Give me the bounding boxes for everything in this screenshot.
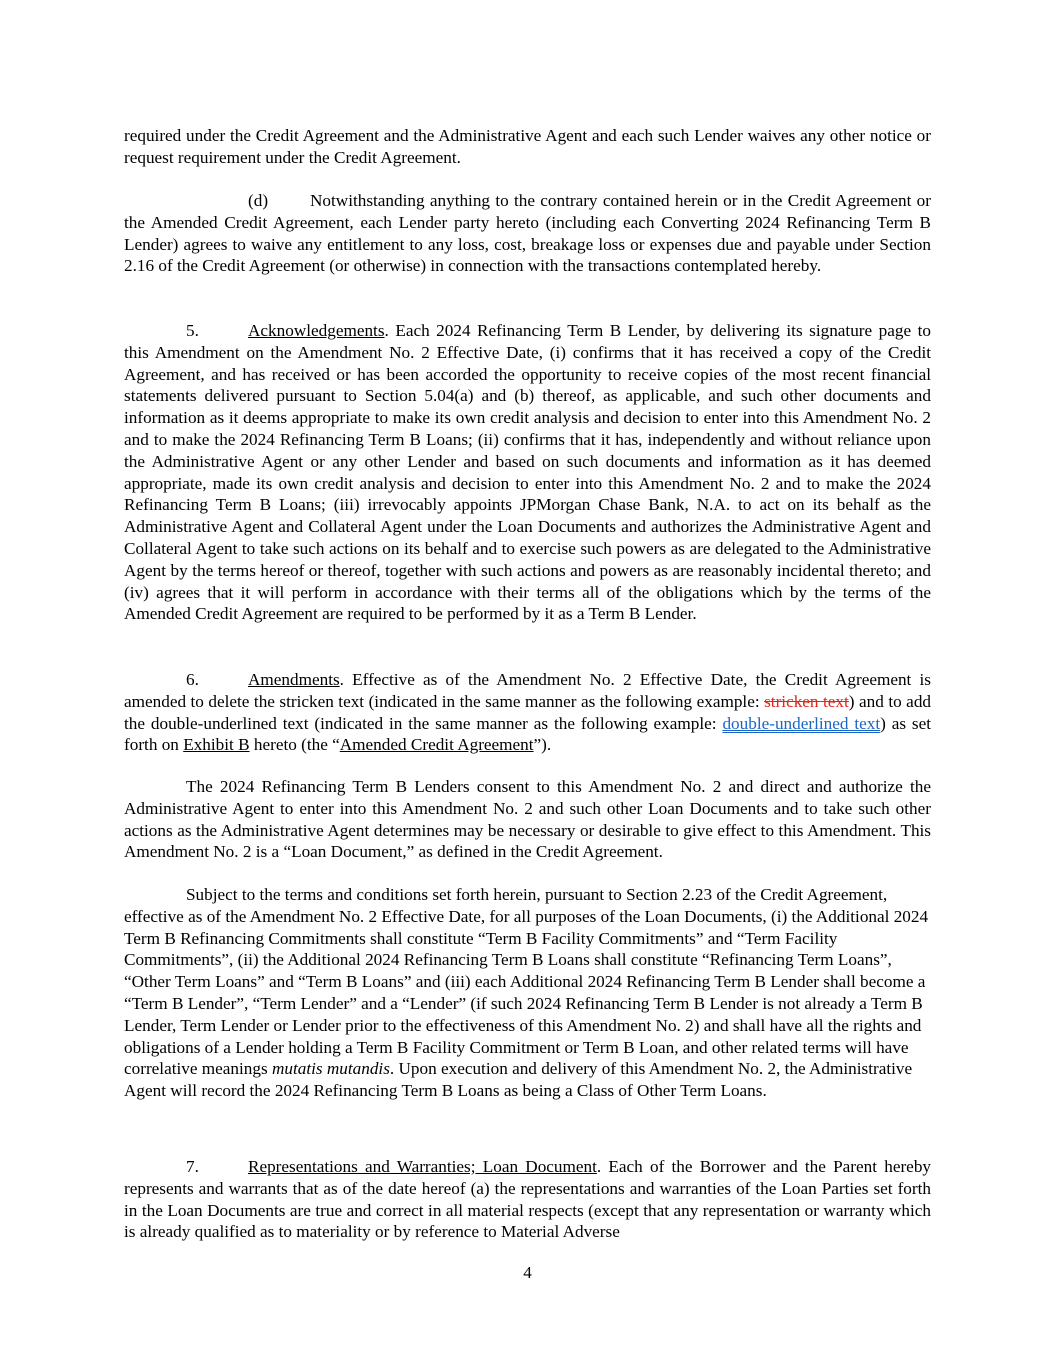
paragraph-subject-to: Subject to the terms and conditions set forth herein, pursuant to Section 2.23 of the Credit Agreement, effective as of the Amendment No. 2 Effective Date, for all purposes of the Loan Documents, (i) the Additional 2024 Term B Refinancing Commitments shall constitute “Term B Facility Commitments” and “Term Facility Commitments”, (ii) the Additional 2024 Refinancing Term B Loans shall constitute “Refinancing Term Loans”, “Other Term Loans” and “Term B Loans” and (iii) each Additional 2024 Refinancing Term B Lender shall become a “Term B Lender”, “Term Lender” and a “Lender” (if such 2024 Refinancing Term B Lender is not already a Term B Lender, Term Lender or Lender prior to the effectiveness of this Amendment No. 2) and shall have all the rights and obligations of a Lender holding a Term B Facility Commitment or Term B Loan, and other related terms will have correlative meanings mutatis mutandis. Upon execution and delivery of this Amendment No. 2, the Administrative Agent will record the 2024 Refinancing Term B Loans as being a Class of Other Term Loans. — [124, 885, 929, 1101]
paragraph-continuation: required under the Credit Agreement and the Administrative Agent and each such Lender waives any other notice or request requirement under the Credit Agreement. — [124, 126, 931, 167]
section-6: 6. Amendments. Effective as of the Amendment No. 2 Effective Date, the Credit Agreement is amended to delete the stricken text (indicated in the same manner as the following example: stricken text) and to add the double-underlined text (indicated in the same manner as the following example: double-underlined text) as set forth on Exhibit B hereto (the “Amended Credit Agreement”). — [124, 670, 932, 755]
page-number: 4 — [523, 1263, 532, 1282]
latin-phrase: mutatis mutandis — [271, 1059, 390, 1079]
defined-term: Amended Credit Agreement — [339, 735, 534, 755]
double-underlined-text-example: double-underlined text — [722, 713, 881, 733]
paragraph-d-label: (d) — [248, 191, 269, 210]
section-6-heading: Amendments — [248, 670, 340, 689]
section-5: 5. Acknowledgements. Each 2024 Refinancing Term B Lender, by delivering its signature page to this Amendment on the Amendment No. 2 Effective Date, (i) confirms that it has received a copy of the Credit Agreement, and has received or has been accorded the opportunity to receive copies of the most recent financial statements delivered pursuant to Section 5.04(a) and (b) thereof, as applicable, and such other documents and information as it deems appropriate to make its own credit analysis and decision to enter into this Amendment No. 2 and to make the 2024 Refinancing Term B Loans; (ii) confirms that it has, independently and without reliance upon the Administrative Agent or any other Lender and based on such documents and information as it has deemed appropriate, made its own credit analysis and decision to enter into this Amendment No. 2 and to make the 2024 Refinancing Term B Loans; (iii) irrevocably appoints JPMorgan Chase Bank, N.A. to act on its behalf as the Administrative Agent and Collateral Agent under the Loan Documents and authorizes the Administrative Agent and Collateral Agent to take such actions on its behalf and to exercise such powers as are delegated to the Administrative Agent by the terms hereof or thereof, together with such actions and powers as are reasonably incidental thereto; and (iv) agrees that it will perform in accordance with their terms all of the obligations which by the terms of the Amended Credit Agreement are required to be performed by it as a Term B Lender. — [124, 321, 931, 624]
stricken-text-example: stricken text — [764, 691, 849, 711]
section-7: 7. Representations and Warranties; Loan Document. Each of the Borrower and the Parent hereby represents and warrants that as of the date hereof (a) the representations and warranties of the Loan Parties set forth in the Loan Documents are true and correct in all material respects (except that any representation or warranty which is already qualified as to materiality or by reference to Material Adverse — [124, 1157, 932, 1242]
paragraph-d: (d) Notwithstanding anything to the contrary contained herein or in the Credit Agreement or the Amended Credit Agreement, each Lender party hereto (including each Converting 2024 Refinancing Term B Lender) agrees to waive any entitlement to any loss, cost, breakage loss or expenses due and payable under Section 2.16 of the Credit Agreement (or otherwise) in connection with the transactions contemplated hereby. — [124, 191, 931, 276]
section-5-heading: Acknowledgements — [248, 321, 385, 340]
section-7-number: 7. — [186, 1157, 199, 1176]
section-6-number: 6. — [186, 670, 199, 689]
paragraph-consent: The 2024 Refinancing Term B Lenders consent to this Amendment No. 2 and direct and authorize the Administrative Agent to enter into this Amendment No. 2 and such other Loan Documents and to take such other actions as the Administrative Agent determines may be necessary or desirable to give effect to this Amendment. This Amendment No. 2 is a “Loan Document,” as defined in the Credit Agreement. — [124, 777, 931, 862]
section-7-heading: Representations and Warranties; Loan Document — [248, 1157, 597, 1176]
section-5-number: 5. — [186, 321, 199, 340]
exhibit-reference: Exhibit B — [183, 735, 250, 755]
